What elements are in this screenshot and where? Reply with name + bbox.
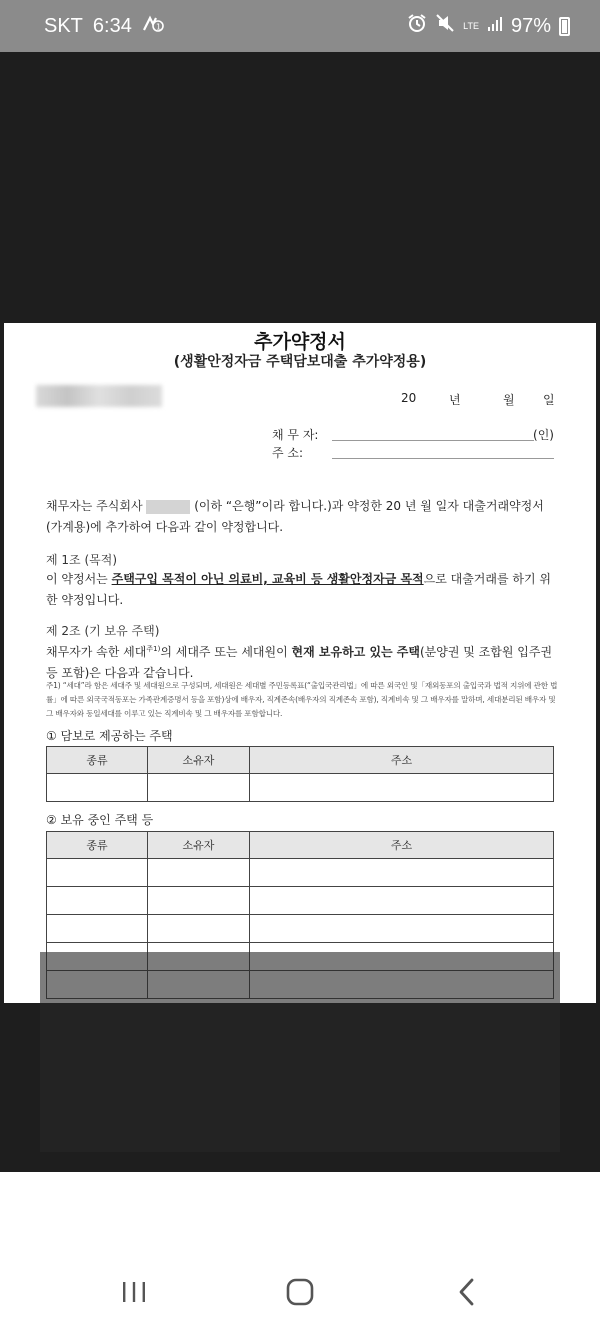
article1-heading: 제 1조 (목적)	[46, 553, 117, 567]
date-month: 월	[503, 393, 515, 407]
document-subtitle: (생활안정자금 주택담보대출 추가약정용)	[173, 354, 427, 370]
mute-icon	[435, 13, 455, 39]
article2-suffix: (분양권 및 조합원 입주권 등 포함)은 다음과 같습니다.	[46, 645, 553, 680]
signal-icon	[487, 15, 503, 38]
table-cell	[148, 887, 250, 915]
table-row	[47, 774, 554, 802]
section2-title: ② 보유 중인 주택 등	[46, 813, 154, 827]
home-icon	[285, 1277, 315, 1307]
article2-superscript: 주1)	[146, 645, 161, 653]
article2-paragraph	[46, 639, 558, 684]
date-day: 일	[543, 393, 555, 407]
owned-houses-table	[46, 831, 554, 999]
address-line	[272, 444, 303, 461]
article1-suffix: 으로 대출거래를 하기 위한 약정입니다.	[46, 572, 551, 607]
intro-text-1: 채무자는 주식회사	[46, 499, 143, 513]
alarm-icon	[407, 13, 427, 39]
battery-percentage: 97%	[510, 14, 551, 37]
table-row	[47, 915, 554, 943]
notification-icon	[142, 15, 164, 38]
recent-apps-icon	[120, 1280, 148, 1304]
recent-apps-button[interactable]	[114, 1272, 154, 1312]
table-cell	[148, 971, 250, 999]
table-row	[47, 887, 554, 915]
debtor-label: 채 무 자:	[272, 428, 319, 442]
date-line	[401, 391, 555, 408]
address-underline	[332, 458, 554, 459]
intro-text-2: (이하 “은행”이라 합니다.)과 약정한 20 년 월 일자 대출거래약정서(가계용)에 추가하여 다음과 같이 약정합니다.	[46, 499, 544, 534]
table-cell	[47, 915, 148, 943]
header-owner: 소유자	[148, 747, 250, 774]
debtor-line	[272, 426, 554, 443]
back-icon	[456, 1277, 478, 1307]
table-row	[47, 943, 554, 971]
svg-text:1: 1	[155, 22, 161, 31]
table-cell	[250, 774, 554, 802]
header-type: 종류	[47, 747, 148, 774]
article2-heading: 제 2조 (기 보유 주택)	[46, 624, 160, 638]
table-header-row	[47, 747, 554, 774]
navigation-bar	[0, 1252, 600, 1333]
status-bar	[0, 0, 600, 52]
carrier-name: SKT	[44, 14, 83, 37]
table-cell	[47, 943, 148, 971]
table-cell	[148, 915, 250, 943]
table-row	[47, 859, 554, 887]
debtor-underline	[332, 440, 534, 441]
table-cell	[250, 971, 554, 999]
table-cell	[148, 859, 250, 887]
image-viewer[interactable]	[0, 52, 600, 1172]
header-type: 종류	[47, 832, 148, 859]
clock: 6:34	[92, 14, 132, 37]
article2-prefix: 채무자가 속한 세대	[46, 645, 147, 659]
table-cell	[250, 859, 554, 887]
article2-middle: 의 세대주 또는 세대원이	[160, 645, 288, 659]
intro-paragraph	[46, 496, 558, 538]
article1-paragraph	[46, 569, 558, 611]
document-title: 추가약정서	[254, 331, 346, 353]
table-cell	[47, 887, 148, 915]
redacted-bank-name	[146, 500, 190, 514]
article1-emphasis: 주택구입 목적이 아닌 의료비, 교육비 등 생활안정자금 목적	[111, 572, 424, 586]
table-cell	[148, 943, 250, 971]
header-address: 주소	[250, 747, 554, 774]
document-page[interactable]	[4, 323, 596, 1003]
table-cell	[47, 971, 148, 999]
table-cell	[47, 859, 148, 887]
date-year: 년	[449, 393, 461, 407]
seal-mark: (인)	[533, 428, 554, 442]
collateral-house-table	[46, 746, 554, 802]
table-cell	[250, 943, 554, 971]
back-button[interactable]	[447, 1272, 487, 1312]
header-address: 주소	[250, 832, 554, 859]
footnote: 주1) “세대”라 함은 세대주 및 세대원으로 구성되며, 세대원은 세대별 주민등록표(“출입국관리법」에 따른 외국인 및「재외동포의 출입국과 법적 지위에 관한 법률」에 따른 외국국적동포는 가족관계증명서 등을 포함)상에 배우자, 직계존속(배우자의 직계존속 포함), 직계비속 및 그 배우자를 말하며, 세대분리된 배우자 및 그 배우자와 동일세대를 이루고 있는 직계비속 및 그 배우자를 포함합니다.	[46, 681, 558, 718]
table-cell	[47, 774, 148, 802]
table-header-row	[47, 832, 554, 859]
article2-emphasis: 현재 보유하고 있는 주택	[291, 645, 420, 659]
home-button[interactable]	[280, 1272, 320, 1312]
article1-prefix: 이 약정서는	[46, 572, 108, 586]
header-owner: 소유자	[148, 832, 250, 859]
table-cell	[148, 774, 250, 802]
lte-indicator: LTE	[463, 20, 479, 31]
redacted-area	[36, 385, 162, 407]
section1-title: ① 담보로 제공하는 주택	[46, 729, 173, 743]
table-row	[47, 971, 554, 999]
table-cell	[250, 915, 554, 943]
date-year-prefix: 20	[401, 391, 417, 405]
address-label: 주 소:	[272, 446, 304, 460]
battery-icon	[559, 17, 570, 36]
table-cell	[250, 887, 554, 915]
